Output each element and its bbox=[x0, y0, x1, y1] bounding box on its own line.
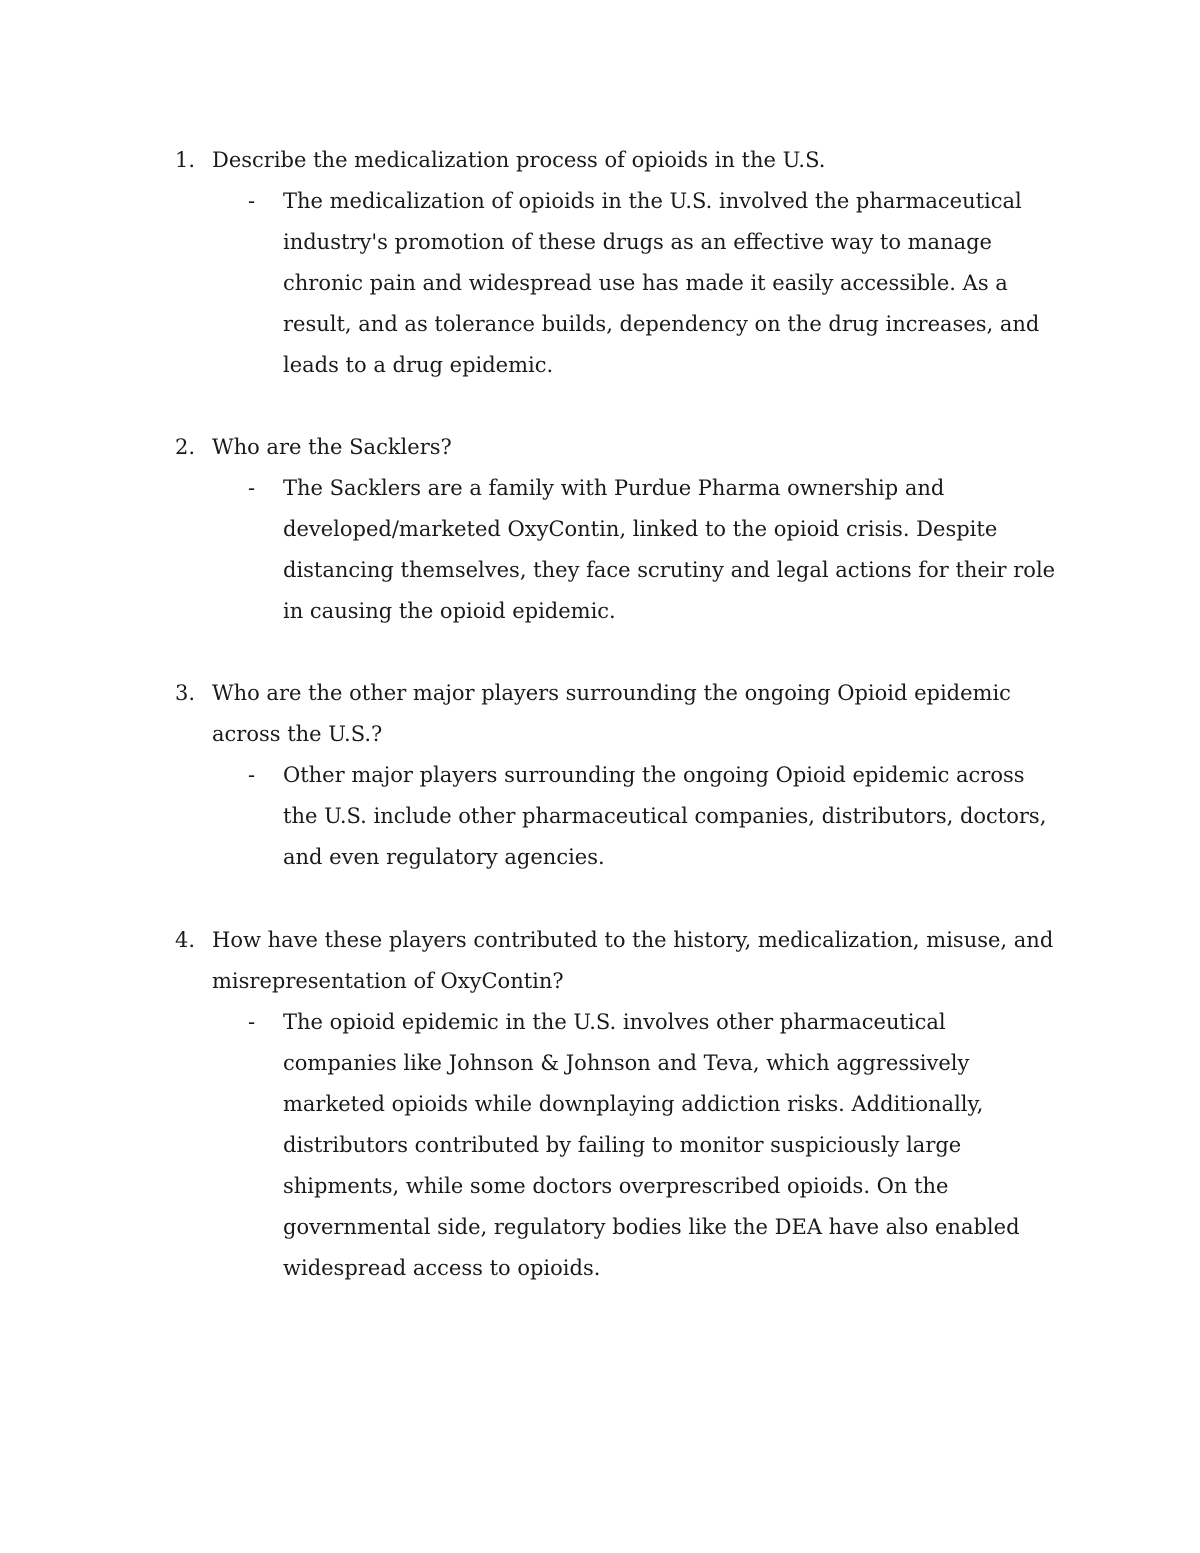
question-number: 3. bbox=[175, 681, 196, 705]
question-number: 2. bbox=[175, 435, 196, 459]
question-number: 4. bbox=[175, 928, 196, 952]
question-text bbox=[175, 920, 1057, 1002]
answer-bullet: - bbox=[248, 763, 256, 787]
question-label: Who are the other major players surrounding the ongoing Opioid epidemic across the U.S.? bbox=[212, 681, 1011, 746]
question-label: Who are the Sacklers? bbox=[212, 435, 452, 459]
question-item-2 bbox=[175, 427, 1075, 632]
question-item-4 bbox=[175, 920, 1075, 1289]
answer-label: The Sacklers are a family with Purdue Pharma ownership and developed/marketed OxyContin, linked to the opioid crisis. Despite distancing themselves, they face scrutiny and legal actions for their role in causing the opioid epidemic. bbox=[283, 476, 1056, 623]
answer-text bbox=[248, 181, 1063, 386]
answer-label: Other major players surrounding the ongoing Opioid epidemic across the U.S. include other pharmaceutical companies, distributors, doctors, and even regulatory agencies. bbox=[283, 763, 1047, 869]
question-text bbox=[175, 140, 1057, 181]
answer-text bbox=[248, 755, 1063, 878]
answer-bullet: - bbox=[248, 476, 256, 500]
answer-bullet: - bbox=[248, 1010, 256, 1034]
question-item-3 bbox=[175, 673, 1075, 878]
answer-text bbox=[248, 468, 1063, 632]
question-text bbox=[175, 427, 1057, 468]
question-item-1 bbox=[175, 140, 1075, 386]
question-text bbox=[175, 673, 1057, 755]
answer-bullet: - bbox=[248, 189, 256, 213]
question-label: How have these players contributed to the history, medicalization, misuse, and misrepresentation of OxyContin? bbox=[212, 928, 1054, 993]
answer-label: The medicalization of opioids in the U.S. involved the pharmaceutical industry's promotion of these drugs as an effective way to manage chronic pain and widespread use has made it easily accessible. As a result, and as tolerance builds, dependency on the drug increases, and leads to a drug epidemic. bbox=[283, 189, 1040, 377]
question-number: 1. bbox=[175, 148, 196, 172]
answer-label: The opioid epidemic in the U.S. involves other pharmaceutical companies like Johnson & Johnson and Teva, which aggressively marketed opioids while downplaying addiction risks. Additionally, distributors contributed by failing to monitor suspiciously large shipments, while some doctors overprescribed opioids. On the governmental side, regulatory bodies like the DEA have also enabled widespread access to opioids. bbox=[283, 1010, 1020, 1280]
answer-text bbox=[248, 1002, 1063, 1289]
question-label: Describe the medicalization process of opioids in the U.S. bbox=[212, 148, 826, 172]
